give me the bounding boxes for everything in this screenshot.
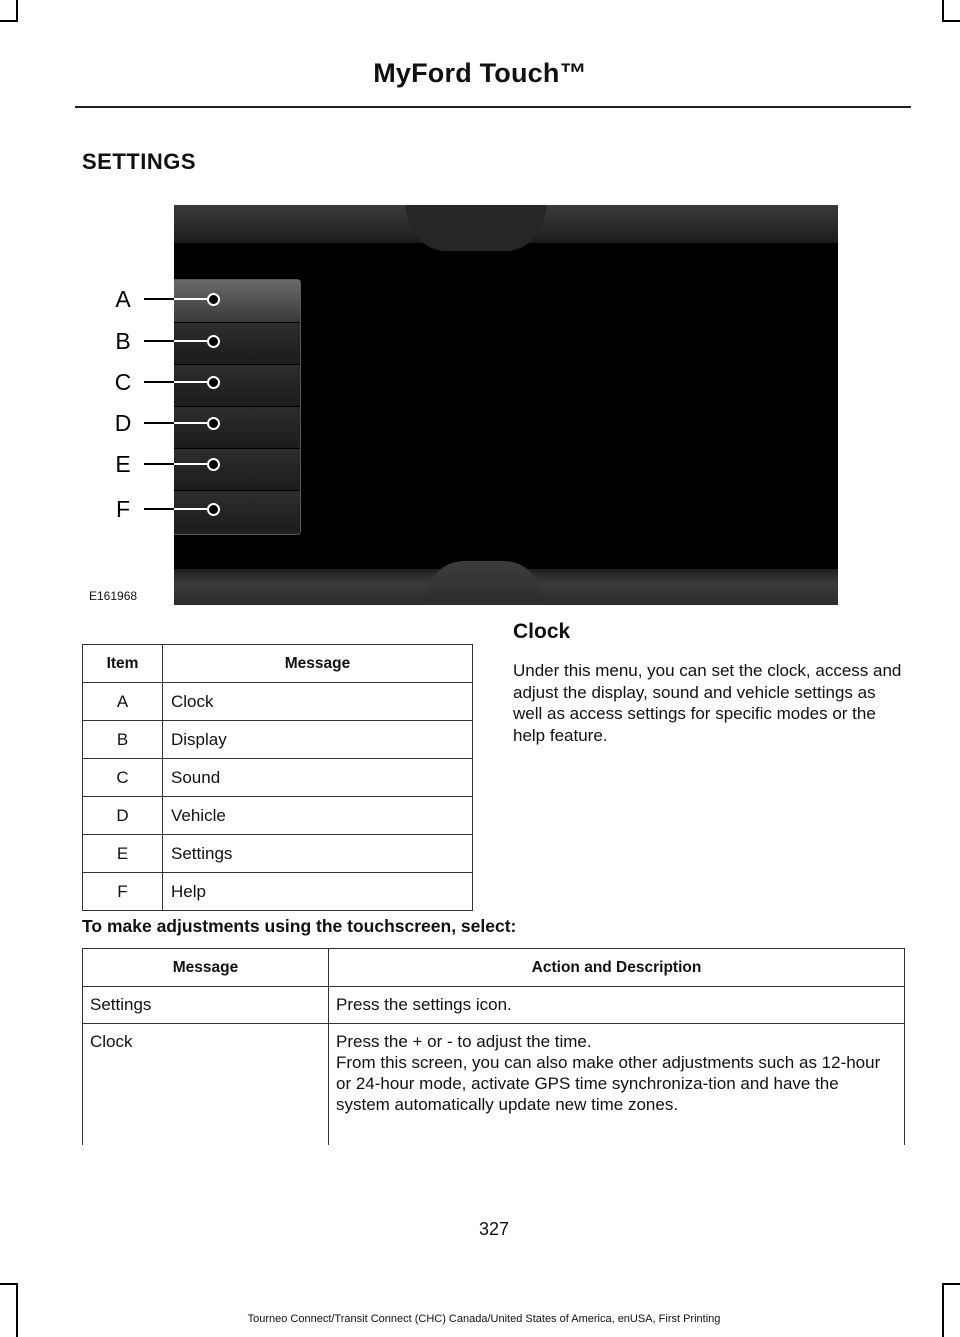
callout-dot-d [207, 417, 220, 430]
crop-mark-tl-h [0, 20, 18, 22]
table-row [83, 873, 473, 911]
adjustments-table [82, 948, 905, 1145]
header-divider [75, 106, 911, 108]
callout-dot-e [207, 458, 220, 471]
menu-row-clock [174, 280, 300, 323]
item-cell: C [83, 759, 163, 797]
crop-mark-tr-h [942, 20, 960, 22]
item-cell: E [83, 835, 163, 873]
crop-mark-br-h [942, 1283, 960, 1285]
crop-mark-br-v [942, 1283, 944, 1337]
settings-menu-panel [174, 279, 301, 535]
message-cell: Settings [83, 987, 329, 1024]
callout-dot-f [207, 503, 220, 516]
screen-bottom-notch [424, 561, 544, 605]
table-row [83, 835, 473, 873]
adjustments-table-header [83, 949, 905, 987]
callout-label-c: C [114, 369, 132, 395]
menu-row-sound [174, 365, 300, 407]
crop-mark-bl-h [0, 1283, 18, 1285]
message-cell: Vehicle [163, 797, 473, 835]
items-header-message: Message [163, 645, 473, 683]
message-cell: Help [163, 873, 473, 911]
message-cell: Clock [163, 683, 473, 721]
message-cell: Sound [163, 759, 473, 797]
callout-line-c-inner [174, 381, 210, 383]
section-title: SETTINGS [82, 149, 197, 174]
menu-row-help [174, 491, 300, 532]
adjustments-heading: To make adjustments using the touchscreen, select: [82, 916, 517, 936]
screen-top-notch [406, 205, 546, 251]
menu-row-vehicle [174, 407, 300, 449]
action-cell: Press the settings icon. [329, 987, 905, 1024]
callout-line-f-inner [174, 508, 210, 510]
page-number: 327 [478, 1219, 510, 1239]
action-text: Press the + or - to adjust the time. [336, 1032, 592, 1051]
callout-label-f: F [115, 496, 131, 522]
figure-code: E161968 [89, 589, 138, 603]
callout-label-b: B [115, 328, 131, 354]
items-header-item: Item [83, 645, 163, 683]
callout-dot-b [207, 335, 220, 348]
action-detail: From this screen, you can also make other adjustments such as 12-hour or 24-hour mode, activate GPS time synchroniza-tion and have the system automatically update new time zones. [336, 1053, 881, 1114]
table-row [83, 987, 905, 1024]
page-header-title: MyFord Touch™ [373, 58, 587, 88]
item-cell: B [83, 721, 163, 759]
message-cell: Display [163, 721, 473, 759]
item-cell: F [83, 873, 163, 911]
crop-mark-tl-v [16, 0, 18, 21]
callout-line-d-inner [174, 422, 210, 424]
table-row [83, 759, 473, 797]
callout-label-e: E [115, 451, 131, 477]
clock-heading: Clock [513, 620, 571, 643]
callout-dot-c [207, 376, 220, 389]
crop-mark-bl-v [16, 1283, 18, 1337]
crop-mark-tr-v [942, 0, 944, 21]
callout-line-e-inner [174, 463, 210, 465]
callout-line-b-inner [174, 340, 210, 342]
action-cell [329, 1024, 905, 1146]
footer-text: Tourneo Connect/Transit Connect (CHC) Canada/United States of America, enUSA, First Printing [247, 1313, 721, 1325]
menu-row-display [174, 323, 300, 365]
table-row [83, 1024, 905, 1146]
table-row [83, 721, 473, 759]
table-row [83, 683, 473, 721]
message-cell: Clock [83, 1024, 329, 1146]
adjustments-header-message: Message [83, 949, 329, 987]
adjustments-header-action: Action and Description [329, 949, 905, 987]
callout-line-a-inner [174, 298, 210, 300]
menu-row-settings [174, 449, 300, 491]
touchscreen-illustration [174, 205, 838, 605]
item-cell: A [83, 683, 163, 721]
message-cell: Settings [163, 835, 473, 873]
table-row [83, 797, 473, 835]
item-cell: D [83, 797, 163, 835]
items-table-header [83, 645, 473, 683]
settings-screen-figure [86, 205, 838, 607]
clock-description: Under this menu, you can set the clock, access and adjust the display, sound and vehicle settings as well as access settings for specific modes or the help feature. [513, 661, 902, 745]
callout-label-d: D [114, 410, 132, 436]
callout-dot-a [207, 293, 220, 306]
callout-label-a: A [115, 286, 131, 312]
items-table [82, 644, 473, 911]
